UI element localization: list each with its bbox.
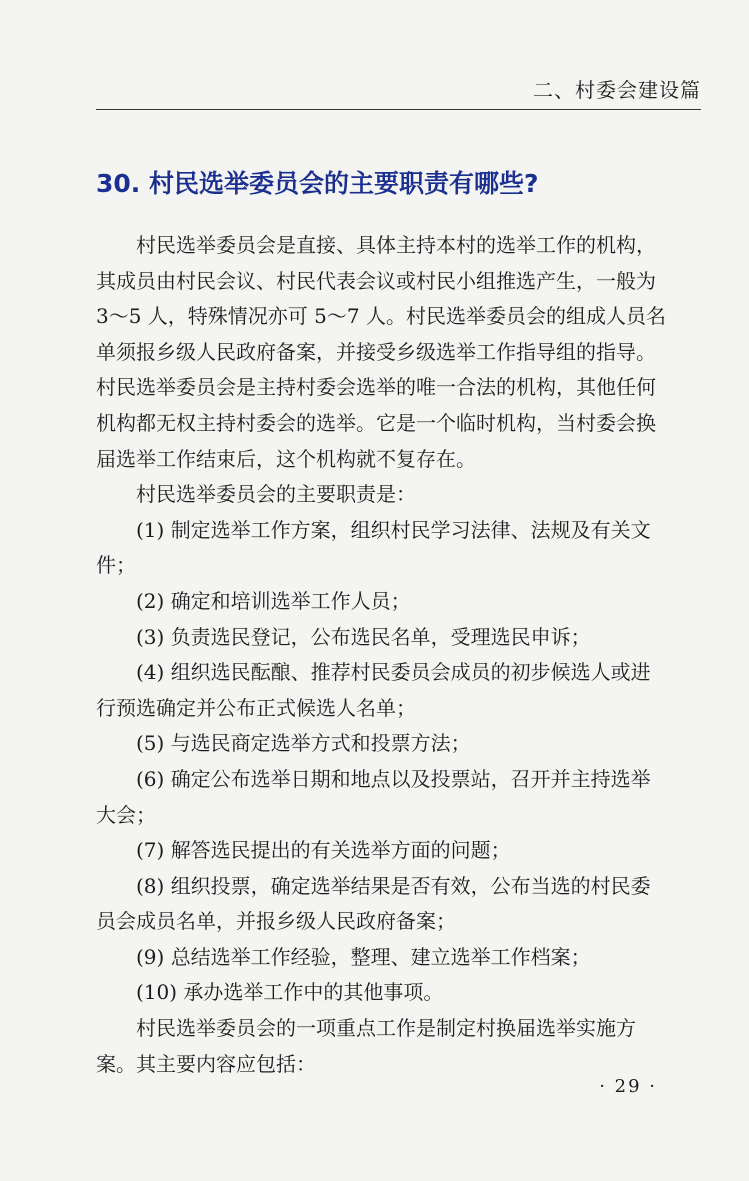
header-rule	[96, 109, 701, 110]
duty-item: (6) 确定公布选举日期和地点以及投票站，召开并主持选举大会；	[96, 766, 651, 827]
duty-item: (4) 组织选民酝酿、推荐村民委员会成员的初步候选人或进行预选确定并公布正式候选人名单；	[96, 660, 651, 720]
duty-item: (7) 解答选民提出的有关选举方面的问题；	[136, 838, 511, 863]
duty-item: (9) 总结选举工作经验，整理、建立选举工作档案；	[136, 944, 591, 969]
duties-list	[96, 513, 666, 1011]
running-header: 二、村委会建设篇	[533, 78, 701, 102]
duty-item: (5) 与选民商定选举方式和投票方法；	[136, 731, 471, 756]
question-title: 30. 村民选举委员会的主要职责有哪些?	[96, 169, 539, 198]
closing-paragraph: 村民选举委员会的一项重点工作是制定村换届选举实施方案。其主要内容应包括：	[96, 1016, 636, 1076]
duty-item: (2) 确定和培训选举工作人员；	[136, 588, 411, 613]
duty-item: (10) 承办选举工作中的其他事项。	[136, 980, 444, 1005]
duty-item: (3) 负责选民登记，公布选民名单，受理选民申诉；	[136, 624, 591, 649]
duty-item: (8) 组织投票，确定选举结果是否有效，公布当选的村民委员会成员名单，并报乡级人民政府备案；	[96, 873, 651, 934]
duties-lead: 村民选举委员会的主要职责是：	[136, 482, 416, 507]
intro-paragraph: 村民选举委员会是直接、具体主持本村的选举工作的机构，其成员由村民会议、村民代表会议或村民小组推选产生，一般为 3～5 人，特殊情况亦可 5～7 人。村民选举委员会的组成人员名单须报乡级人民政府备案，并接受乡级选举工作指导组的指导。村民选举委员会是主持村委会选举的唯一合法的机构，其他任何机构都无权主持村委会的选举。它是一个临时机构，当村委会换届选举工作结束后，这个机构就不复存在。	[96, 233, 666, 471]
page-number: · 29 ·	[599, 1076, 657, 1097]
body-text	[96, 228, 666, 1082]
duty-item: (1) 制定选举工作方案，组织村民学习法律、法规及有关文件；	[96, 517, 651, 578]
